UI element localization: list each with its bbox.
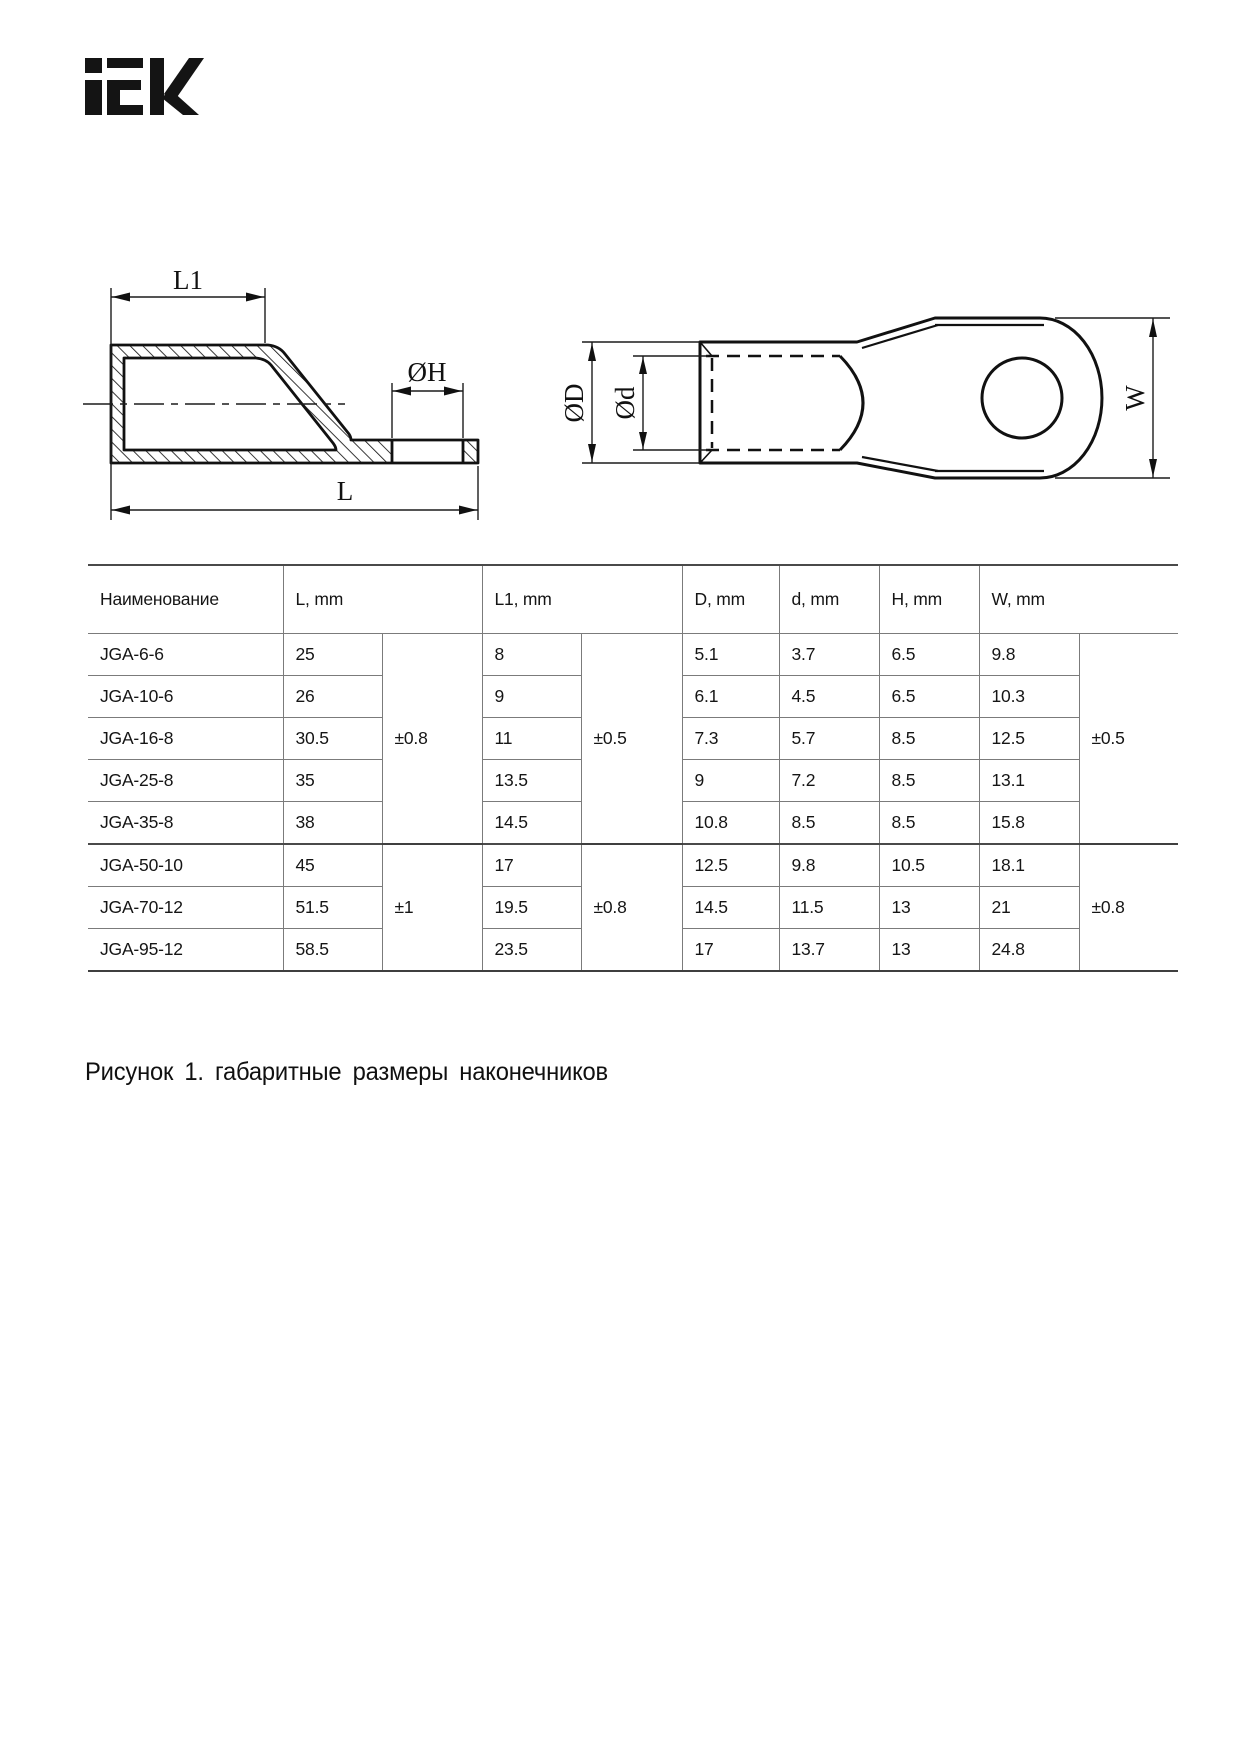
cell-D: 17 <box>682 929 779 972</box>
cell-W: 10.3 <box>979 676 1079 718</box>
bolt-hole <box>982 358 1062 438</box>
cell-d: 4.5 <box>779 676 879 718</box>
cell-name: JGA-25-8 <box>88 760 283 802</box>
col-header-name: Наименование <box>88 565 283 634</box>
arrowhead <box>112 293 130 302</box>
cell-H: 8.5 <box>879 760 979 802</box>
cell-name: JGA-6-6 <box>88 634 283 676</box>
bore-hidden-lines <box>706 356 840 450</box>
cell-L1: 13.5 <box>482 760 581 802</box>
cell-L1: 17 <box>482 844 581 887</box>
label-W: W <box>1120 385 1150 411</box>
cell-H: 8.5 <box>879 718 979 760</box>
label-OH: ØH <box>407 357 447 387</box>
cell-W: 18.1 <box>979 844 1079 887</box>
cell-d: 8.5 <box>779 802 879 845</box>
cell-W: 13.1 <box>979 760 1079 802</box>
cell-H: 10.5 <box>879 844 979 887</box>
label-Od: Ød <box>610 386 640 420</box>
figure-caption: Рисунок 1. габаритные размеры наконечников <box>85 1058 608 1086</box>
cell-name: JGA-35-8 <box>88 802 283 845</box>
lug-dimension-drawings <box>0 0 1241 560</box>
side-view-drawing <box>83 265 478 520</box>
col-header-L1: L1, mm <box>482 565 682 634</box>
cell-L1: 8 <box>482 634 581 676</box>
cell-name: JGA-10-6 <box>88 676 283 718</box>
arrowhead <box>444 387 462 396</box>
dimensions-table <box>88 564 1178 972</box>
cell-H: 8.5 <box>879 802 979 845</box>
label-L: L <box>336 476 354 506</box>
cell-L: 26 <box>283 676 382 718</box>
bore-end-arc <box>840 356 863 450</box>
dimension-L <box>111 466 478 520</box>
cell-D: 7.3 <box>682 718 779 760</box>
cell-H: 13 <box>879 887 979 929</box>
col-header-L: L, mm <box>283 565 482 634</box>
cell-L: 51.5 <box>283 887 382 929</box>
cell-L1-tolerance: ±0.8 <box>581 844 682 971</box>
cell-L: 35 <box>283 760 382 802</box>
cell-L: 30.5 <box>283 718 382 760</box>
cell-W-tolerance: ±0.8 <box>1079 844 1178 971</box>
arrowhead <box>112 506 130 515</box>
cell-name: JGA-50-10 <box>88 844 283 887</box>
cell-L1: 14.5 <box>482 802 581 845</box>
cell-W: 15.8 <box>979 802 1079 845</box>
table-row <box>88 844 1178 887</box>
cell-name: JGA-16-8 <box>88 718 283 760</box>
barrel-chamfer <box>700 342 712 463</box>
table-row <box>88 634 1178 676</box>
cell-L-tolerance: ±1 <box>382 844 482 971</box>
cell-d: 5.7 <box>779 718 879 760</box>
label-L1: L1 <box>173 265 203 295</box>
arrowhead <box>393 387 411 396</box>
cell-L1: 9 <box>482 676 581 718</box>
cell-L: 58.5 <box>283 929 382 972</box>
cell-W: 24.8 <box>979 929 1079 972</box>
lug-top-outline <box>700 318 1102 478</box>
arrowhead <box>639 432 647 449</box>
cell-D: 5.1 <box>682 634 779 676</box>
cell-H: 13 <box>879 929 979 972</box>
arrowhead <box>459 506 477 515</box>
dimension-OD <box>582 342 700 463</box>
cell-D: 9 <box>682 760 779 802</box>
cell-D: 10.8 <box>682 802 779 845</box>
label-OD: ØD <box>559 383 589 423</box>
col-header-W: W, mm <box>979 565 1178 634</box>
cell-name: JGA-70-12 <box>88 887 283 929</box>
cell-d: 11.5 <box>779 887 879 929</box>
cell-W-tolerance: ±0.5 <box>1079 634 1178 845</box>
cell-L: 45 <box>283 844 382 887</box>
cell-D: 12.5 <box>682 844 779 887</box>
cell-d: 7.2 <box>779 760 879 802</box>
col-header-D: D, mm <box>682 565 779 634</box>
dimension-W <box>1055 318 1170 478</box>
cell-D: 14.5 <box>682 887 779 929</box>
cell-name: JGA-95-12 <box>88 929 283 972</box>
top-view-drawing <box>559 318 1170 478</box>
cell-L1: 19.5 <box>482 887 581 929</box>
arrowhead <box>588 444 596 462</box>
palm-inner-edges <box>862 325 1044 471</box>
col-header-d: d, mm <box>779 565 879 634</box>
arrowhead <box>639 357 647 374</box>
cell-L: 38 <box>283 802 382 845</box>
arrowhead <box>1149 319 1157 337</box>
arrowhead <box>1149 459 1157 477</box>
cell-L1: 23.5 <box>482 929 581 972</box>
cell-L: 25 <box>283 634 382 676</box>
arrowhead <box>588 343 596 361</box>
cell-d: 3.7 <box>779 634 879 676</box>
cell-W: 9.8 <box>979 634 1079 676</box>
cell-W: 21 <box>979 887 1079 929</box>
cell-d: 9.8 <box>779 844 879 887</box>
cell-W: 12.5 <box>979 718 1079 760</box>
cell-L1-tolerance: ±0.5 <box>581 634 682 845</box>
cell-H: 6.5 <box>879 634 979 676</box>
dimensions-table-container <box>88 564 1178 972</box>
cell-d: 13.7 <box>779 929 879 972</box>
header-row <box>88 565 1178 634</box>
cell-D: 6.1 <box>682 676 779 718</box>
cell-H: 6.5 <box>879 676 979 718</box>
cell-L-tolerance: ±0.8 <box>382 634 482 845</box>
arrowhead <box>246 293 264 302</box>
col-header-H: H, mm <box>879 565 979 634</box>
cell-L1: 11 <box>482 718 581 760</box>
